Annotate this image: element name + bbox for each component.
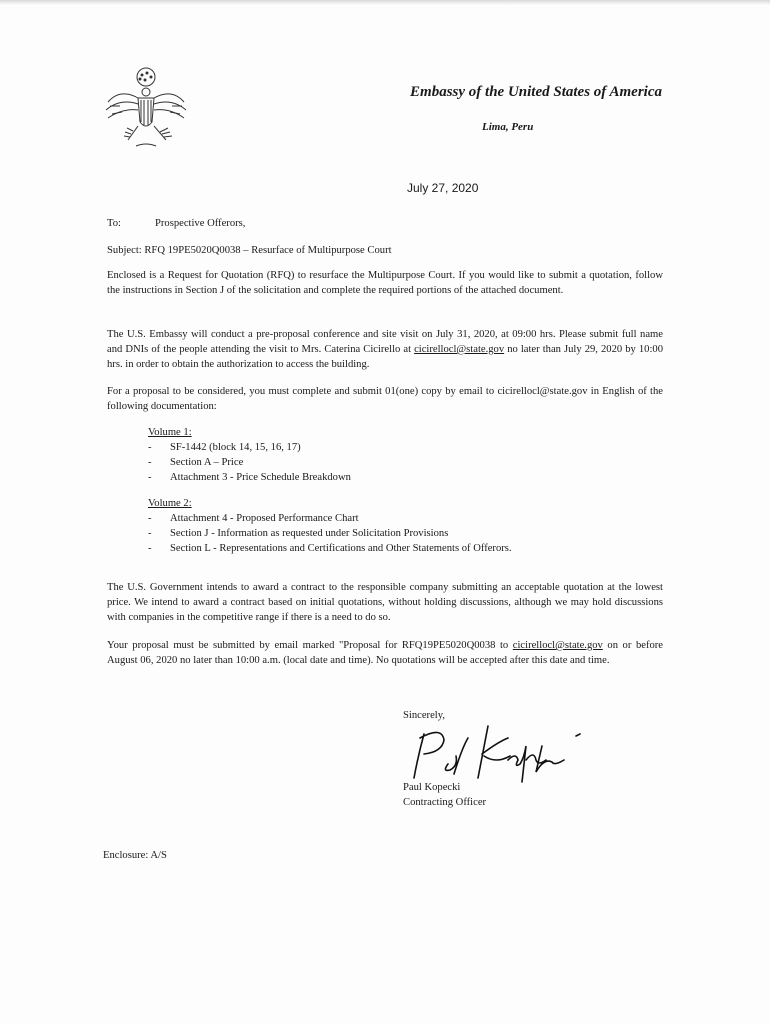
letter-date: July 27, 2020 [407,181,479,195]
list-item: - SF-1442 (block 14, 15, 16, 17) [148,440,351,455]
recipient: Prospective Offerors, [155,218,246,229]
paragraph-intro: Enclosed is a Request for Quotation (RFQ) to resurface the Multipurpose Court. If you would like to submit a quotation, follow the instructions in Section J of the solicitation and complete the required portions of the attached document. [107,270,663,296]
volume-1-title: Volume 1: [148,427,192,438]
signature [396,716,596,788]
subject-line: Subject: RFQ 19PE5020Q0038 – Resurface of Multipurpose Court [107,245,392,256]
site-visit-text: The U.S. Embassy will conduct a pre-proposal conference and site visit on July 31, 2020, at 09:00 hrs. Please submit full name and DNIs of the people attending the visit to Mrs. Caterina Cicirello at [107,329,663,355]
volume-1 [148,425,351,485]
paragraph-deadline [107,638,663,668]
volume-1-list [148,440,351,485]
list-item: - Attachment 4 - Proposed Performance Chart [148,511,512,526]
to-label: To: [107,218,121,229]
closing-salutation: Sincerely, [403,710,445,721]
signer-block [403,780,486,810]
list-item: - Section L - Representations and Certifications and Other Statements of Offerors. [148,541,512,556]
email-link[interactable]: cicirellocl@state.gov [414,344,505,355]
list-item: - Section J - Information as requested under Solicitation Provisions [148,526,512,541]
enclosure-note: Enclosure: A/S [103,850,167,861]
great-seal-icon [100,62,192,154]
deadline-text: Your proposal must be submitted by email marked "Proposal for RFQ19PE5020Q0038 to [107,640,513,651]
site-visit-text-end: no later than July 29, 2020 by 10:00 hrs. in order to obtain the authorization to access the building. [107,344,664,370]
email-link[interactable]: cicirellocl@state.gov [512,640,603,651]
list-item: - Attachment 3 - Price Schedule Breakdown [148,470,351,485]
volume-2-title: Volume 2: [148,498,192,509]
volume-2 [148,496,512,556]
deadline-text-end: on or before August 06, 2020 no later than 10:00 a.m. (local date and time). No quotations will be accepted after this date and time. [107,640,663,666]
paragraph-site-visit [107,327,663,372]
volume-2-list [148,511,512,556]
signer-name: Paul Kopecki [403,782,461,793]
paragraph-award: The U.S. Government intends to award a contract to the responsible company submitting an acceptable quotation at the lowest price. We intend to award a contract based on initial quotations, without holding discussions, although we may hold discussions with companies in the competitive range if there is a need to do so. [107,582,663,623]
embassy-name: Embassy of the United States of America [410,84,662,100]
signer-title: Contracting Officer [403,797,487,808]
paragraph-submission: For a proposal to be considered, you must complete and submit 01(one) copy by email to cicirellocl@state.gov in English of the following documentation: [107,386,663,412]
embassy-city: Lima, Peru [482,121,534,133]
scan-edge [0,0,770,5]
list-item: - Section A – Price [148,455,351,470]
